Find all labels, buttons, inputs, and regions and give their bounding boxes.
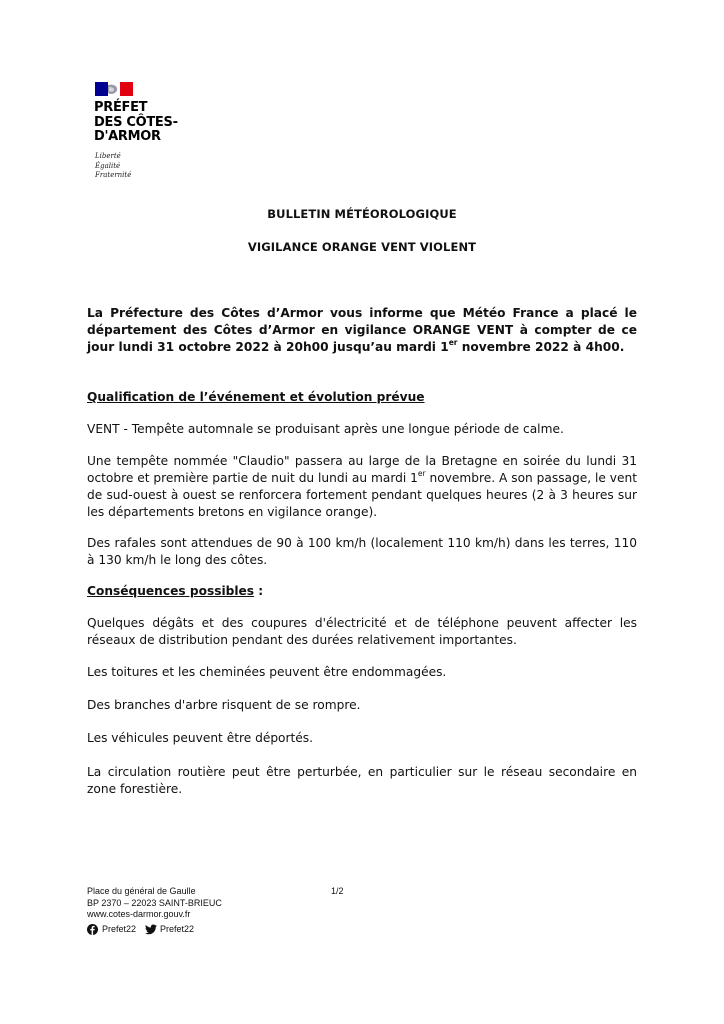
toitures-paragraph: Les toitures et les cheminées peuvent être endommagées. [87, 665, 447, 679]
facebook-handle[interactable]: Prefet22 [102, 924, 137, 934]
social-links [87, 923, 203, 935]
consequences-heading-colon: : [254, 584, 264, 598]
prefecture-name: PRÉFET DES CÔTES- D'ARMOR [94, 100, 178, 144]
rafales-paragraph: Des rafales sont attendues de 90 à 100 km/h (localement 110 km/h) dans les terres, 110 à 130 km/h le long des côtes. [87, 536, 637, 567]
vent-paragraph: VENT - Tempête automnale se produisant après une longue période de calme. [87, 422, 564, 436]
twitter-handle[interactable]: Prefet22 [160, 924, 195, 934]
consequences-heading [87, 583, 637, 600]
claudio-text: Une tempête nommée "Claudio" passera au large de la Bretagne en soirée du lundi 31 octobre et première partie de nuit du lundi au mardi 1 [87, 454, 637, 485]
intro-text-end: novembre 2022 à 4h00. [457, 340, 625, 354]
vehicules-paragraph: Les véhicules peuvent être déportés. [87, 731, 314, 745]
claudio-text-end: novembre. A son passage, le vent de sud-ouest à ouest se renforcera fortement pendant quelques heures (2 à 3 heures sur les départements bretons en vigilance orange). [87, 471, 637, 519]
intro-text: La Préfecture des Côtes d’Armor vous informe que Météo France a placé le département des Côtes d’Armor en vigilance ORANGE VENT à compter de ce jour lundi 31 octobre 2022 à 20h00 jusqu’au mardi 1 [87, 306, 637, 354]
marianne-flag-icon [95, 82, 133, 96]
consequences-heading-text: Conséquences possibles [87, 584, 255, 598]
footer-website-link[interactable]: www.cotes-darmor.gouv.fr [87, 909, 191, 919]
intro-paragraph [87, 305, 637, 356]
claudio-paragraph [87, 453, 637, 521]
intro-ordinal: er [448, 337, 458, 347]
qualification-heading: Qualification de l’événement et évolution prévue [87, 390, 425, 404]
republic-motto: Liberté Égalité Fraternité [95, 152, 132, 179]
degats-paragraph: Quelques dégâts et des coupures d'électricité et de téléphone peuvent affecter les réseaux de distribution pendant des durées relativement importantes. [87, 616, 637, 647]
branches-paragraph: Des branches d'arbre risquent de se rompre. [87, 698, 361, 712]
page-number: 1/2 [331, 886, 344, 896]
twitter-icon[interactable] [145, 924, 156, 935]
footer-address-line2: BP 2370 – 22023 SAINT-BRIEUC [87, 897, 222, 908]
footer-address-line1: Place du général de Gaulle [87, 886, 196, 896]
circulation-paragraph: La circulation routière peut être perturbée, en particulier sur le réseau secondaire en zone forestière. [87, 765, 637, 796]
facebook-icon[interactable] [87, 924, 98, 935]
claudio-ordinal: er [417, 468, 426, 478]
vigilance-title: VIGILANCE ORANGE VENT VIOLENT [247, 240, 477, 254]
bulletin-title: BULLETIN MÉTÉOROLOGIQUE [267, 207, 457, 221]
